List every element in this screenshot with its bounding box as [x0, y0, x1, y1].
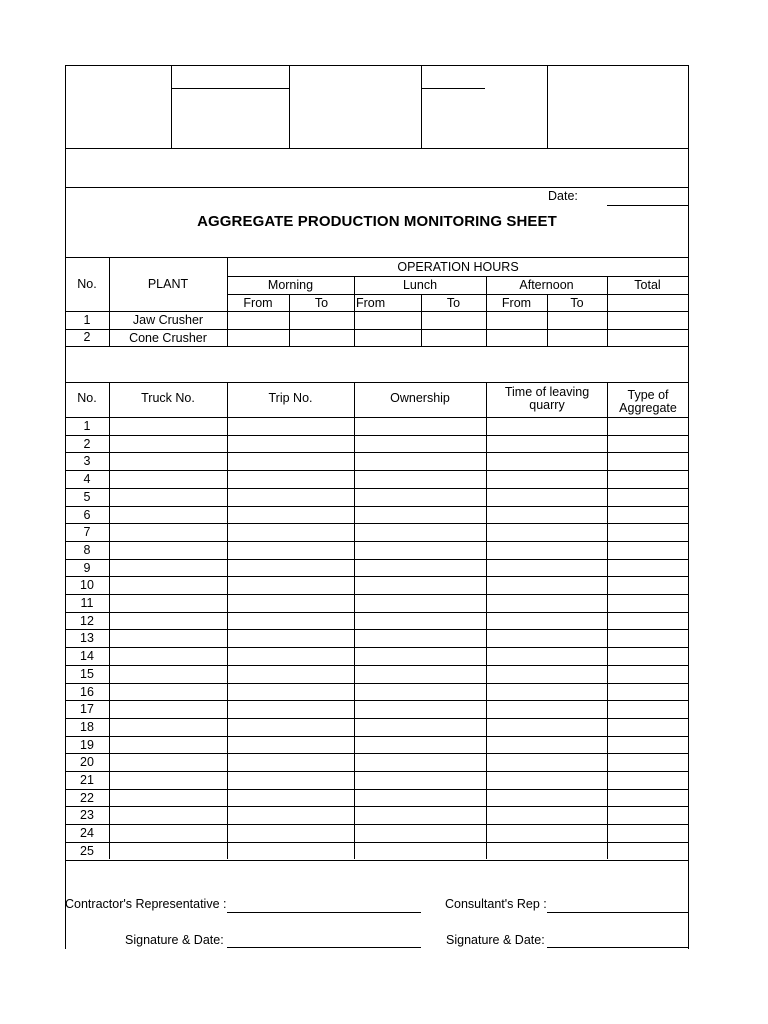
table-row-line — [65, 700, 689, 701]
op-col-no-header: No. — [77, 277, 97, 291]
trip-row-number: 23 — [80, 808, 94, 822]
table-row-line — [65, 771, 689, 772]
contractor-signature-label: Signature & Date: — [125, 933, 224, 947]
table-row-line — [65, 435, 689, 436]
date-label: Date: — [548, 189, 578, 203]
op-table-line — [227, 276, 689, 277]
trip-table-col-line — [109, 382, 110, 859]
to-subheader: To — [314, 296, 329, 310]
to-subheader: To — [446, 296, 461, 310]
plant-name-jaw-crusher: Jaw Crusher — [132, 313, 204, 327]
trip-row-number: 6 — [83, 508, 91, 522]
plant-row-number: 2 — [83, 330, 91, 344]
period-afternoon-header: Afternoon — [519, 278, 574, 292]
table-row-line — [65, 789, 689, 790]
from-subheader: From — [356, 296, 386, 310]
table-row-line — [65, 523, 689, 524]
frame-top-border — [65, 65, 689, 66]
trip-row-number: 14 — [80, 649, 94, 663]
table-row-line — [65, 683, 689, 684]
trip-row-number: 10 — [80, 578, 94, 592]
trip-table-col-line — [354, 382, 355, 859]
consultant-rep-label: Consultant's Rep : — [445, 897, 547, 911]
trip-row-number: 1 — [83, 419, 91, 433]
trip-row-number: 11 — [80, 596, 94, 610]
aggregate-type-header: Type of Aggregate — [619, 388, 677, 415]
trip-row-number: 5 — [83, 490, 91, 504]
period-lunch-header: Lunch — [402, 278, 438, 292]
contractor-rep-field[interactable] — [227, 912, 421, 913]
trip-row-number: 7 — [83, 525, 91, 539]
op-col-plant-header: PLANT — [147, 277, 189, 291]
table-row-line — [65, 470, 689, 471]
trip-row-number: 24 — [80, 826, 94, 840]
operation-hours-header: OPERATION HOURS — [397, 260, 519, 274]
plant-name-cone-crusher: Cone Crusher — [129, 331, 207, 345]
to-subheader: To — [570, 296, 584, 310]
truck-no-header: Truck No. — [141, 391, 195, 405]
table-row-line — [65, 736, 689, 737]
table-row-line — [65, 612, 689, 613]
table-row-line — [65, 806, 689, 807]
trip-row-number: 21 — [80, 773, 94, 787]
contractor-rep-label: Contractor's Representative : — [65, 897, 227, 911]
table-row-line — [65, 506, 689, 507]
trip-table-col-line — [486, 382, 487, 859]
op-table-line — [227, 294, 689, 295]
frame-right-border — [688, 65, 689, 949]
plant-row-number: 1 — [83, 313, 91, 327]
trip-table-col-line — [227, 382, 228, 859]
trip-table-header-line — [65, 417, 689, 418]
header-box-line — [422, 88, 485, 89]
page-title: AGGREGATE PRODUCTION MONITORING SHEET — [197, 213, 557, 230]
table-row-line — [65, 718, 689, 719]
trip-row-number: 17 — [80, 702, 94, 716]
trip-row-number: 2 — [83, 437, 91, 451]
trip-no-header: Trip No. — [268, 391, 313, 405]
from-subheader: From — [243, 296, 273, 310]
trip-row-number: 4 — [83, 472, 91, 486]
trip-table-top-border — [65, 382, 689, 383]
table-row-line — [65, 665, 689, 666]
period-morning-header: Morning — [267, 278, 314, 292]
consultant-rep-field[interactable] — [547, 912, 688, 913]
table-row-line — [65, 647, 689, 648]
header-separator — [65, 187, 689, 188]
table-row-line — [65, 824, 689, 825]
op-table-line — [65, 311, 689, 312]
header-box-divider — [421, 65, 422, 149]
table-row-line — [65, 842, 689, 843]
contractor-signature-field[interactable] — [227, 947, 421, 948]
consultant-signature-field[interactable] — [547, 947, 688, 948]
table-row-line — [65, 559, 689, 560]
header-box-divider — [289, 65, 290, 149]
from-subheader: From — [501, 296, 532, 310]
trip-row-number: 25 — [80, 844, 94, 858]
trip-col-no-header: No. — [77, 391, 97, 405]
trip-row-number: 16 — [80, 685, 94, 699]
op-table-top-border — [65, 257, 689, 258]
header-box-divider — [547, 65, 548, 149]
trip-row-number: 19 — [80, 738, 94, 752]
time-leaving-quarry-header: Time of leaving quarry — [504, 385, 590, 412]
op-table-bottom-border — [65, 346, 689, 347]
trip-row-number: 3 — [83, 454, 91, 468]
header-separator — [65, 148, 689, 149]
op-table-line — [65, 329, 689, 330]
trip-table-col-line — [607, 382, 608, 859]
table-row-line — [65, 629, 689, 630]
table-row-line — [65, 541, 689, 542]
ownership-header: Ownership — [390, 391, 450, 405]
trip-row-number: 9 — [83, 561, 91, 575]
table-row-line — [65, 753, 689, 754]
table-row-line — [65, 488, 689, 489]
table-row-line — [65, 452, 689, 453]
consultant-signature-label: Signature & Date: — [446, 933, 545, 947]
table-row-line — [65, 860, 689, 861]
total-header: Total — [634, 278, 661, 292]
trip-row-number: 20 — [80, 755, 94, 769]
trip-row-number: 22 — [80, 791, 94, 805]
date-field-line[interactable] — [607, 205, 688, 206]
trip-row-number: 12 — [80, 614, 94, 628]
trip-row-number: 18 — [80, 720, 94, 734]
table-row-line — [65, 594, 689, 595]
trip-row-number: 8 — [83, 543, 91, 557]
table-row-line — [65, 576, 689, 577]
header-box-divider — [171, 65, 172, 149]
trip-row-number: 13 — [80, 631, 94, 645]
trip-row-number: 15 — [80, 667, 94, 681]
header-box-line — [171, 88, 289, 89]
